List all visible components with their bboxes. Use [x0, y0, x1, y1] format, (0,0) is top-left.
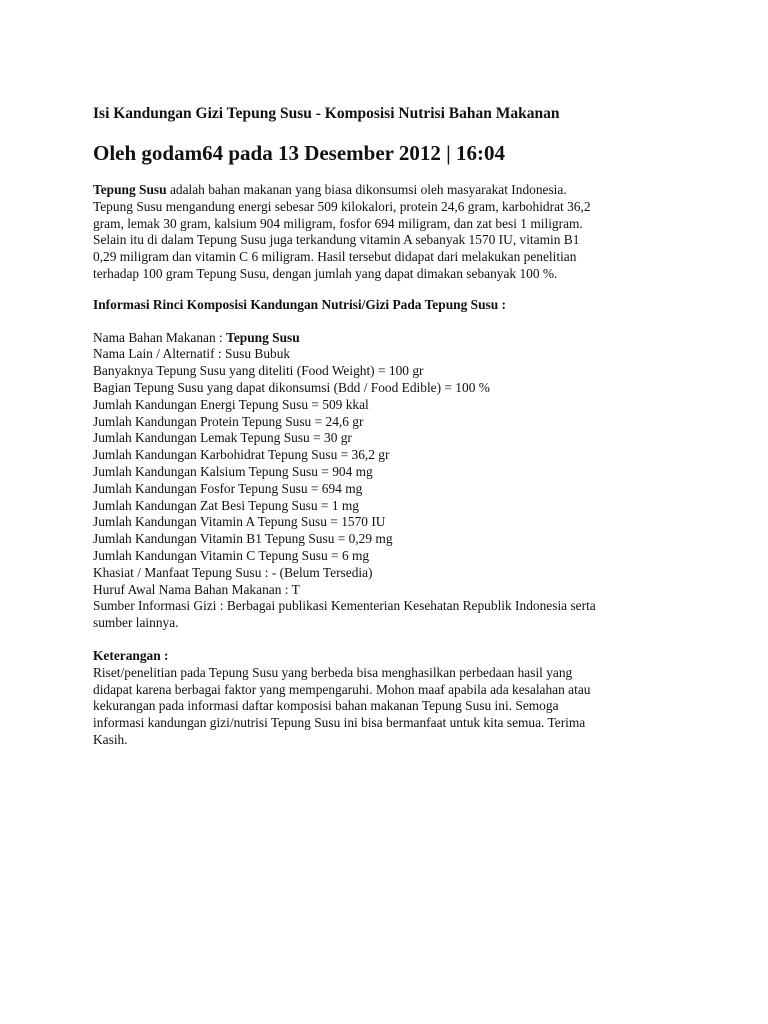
source-line: sumber lainnya. [93, 615, 179, 631]
document-title: Isi Kandungan Gizi Tepung Susu - Komposisi Nutrisi Bahan Makanan [93, 105, 560, 122]
detail-item: Banyaknya Tepung Susu yang diteliti (Food Weight) = 100 gr [93, 363, 424, 379]
detail-label: Nama Bahan Makanan : [93, 329, 227, 345]
intro-bold-lead: Tepung Susu [93, 182, 167, 197]
detail-value-bold: Tepung Susu [226, 329, 300, 345]
detail-item: Jumlah Kandungan Vitamin C Tepung Susu = 6 mg [93, 547, 370, 563]
detail-item: Nama Lain / Alternatif : Susu Bubuk [93, 346, 291, 362]
detail-item-source [93, 598, 693, 632]
intro-line: Selain itu di dalam Tepung Susu juga terkandung vitamin A sebanyak 1570 IU, vitamin B1 [93, 232, 580, 248]
detail-item: Huruf Awal Nama Bahan Makanan : T [93, 581, 300, 597]
intro-line: gram, lemak 30 gram, kalsium 904 miligram, fosfor 694 miligram, dan zat besi 1 miligram. [93, 215, 583, 231]
notes-line: informasi kandungan gizi/nutrisi Tepung Susu ini bisa bermanfaat untuk kita semua. Terima [93, 715, 586, 731]
nutrition-details-list [93, 330, 693, 632]
intro-line-text: adalah bahan makanan yang biasa dikonsumsi oleh masyarakat Indonesia. [166, 182, 567, 197]
intro-line: terhadap 100 gram Tepung Susu, dengan jumlah yang dapat dimakan sebanyak 100 %. [93, 265, 558, 281]
intro-line: 0,29 miligram dan vitamin C 6 miligram. Hasil tersebut didapat dari melakukan penelitian [93, 249, 577, 265]
detail-item: Bagian Tepung Susu yang dapat dikonsumsi (Bdd / Food Edible) = 100 % [93, 379, 490, 395]
detail-item: Jumlah Kandungan Karbohidrat Tepung Susu = 36,2 gr [93, 447, 390, 463]
notes-line: didapat karena berbagai faktor yang mempengaruhi. Mohon maaf apabila ada kesalahan atau [93, 681, 591, 697]
intro-line: Tepung Susu mengandung energi sebesar 509 kilokalori, protein 24,6 gram, karbohidrat 36,2 [93, 198, 591, 214]
detail-item: Jumlah Kandungan Vitamin B1 Tepung Susu = 0,29 mg [93, 531, 393, 547]
intro-paragraph [93, 182, 693, 283]
detail-item: Jumlah Kandungan Lemak Tepung Susu = 30 gr [93, 430, 352, 446]
author-byline: Oleh godam64 pada 13 Desember 2012 | 16:04 [93, 141, 505, 165]
source-line: Sumber Informasi Gizi : Berbagai publikasi Kementerian Kesehatan Republik Indonesia serta [93, 598, 596, 614]
detail-item: Jumlah Kandungan Zat Besi Tepung Susu = 1 mg [93, 497, 359, 513]
intro-line [93, 182, 693, 199]
detail-item: Jumlah Kandungan Fosfor Tepung Susu = 694 mg [93, 480, 363, 496]
notes-line: Riset/penelitian pada Tepung Susu yang berbeda bisa menghasilkan perbedaan hasil yang [93, 664, 573, 680]
detail-item: Jumlah Kandungan Protein Tepung Susu = 24,6 gr [93, 413, 364, 429]
notes-heading: Keterangan : [93, 647, 169, 663]
detail-item: Khasiat / Manfaat Tepung Susu : - (Belum Tersedia) [93, 564, 373, 580]
detail-item: Jumlah Kandungan Energi Tepung Susu = 509 kkal [93, 396, 369, 412]
notes-paragraph [93, 665, 693, 749]
detail-item-name [93, 330, 693, 347]
section-heading: Informasi Rinci Komposisi Kandungan Nutrisi/Gizi Pada Tepung Susu : [93, 296, 506, 312]
detail-item: Jumlah Kandungan Kalsium Tepung Susu = 904 mg [93, 463, 373, 479]
notes-line: Kasih. [93, 731, 128, 747]
detail-item: Jumlah Kandungan Vitamin A Tepung Susu = 1570 IU [93, 514, 386, 530]
notes-line: kekurangan pada informasi daftar komposisi bahan makanan Tepung Susu ini. Semoga [93, 698, 559, 714]
document-body [93, 104, 693, 749]
